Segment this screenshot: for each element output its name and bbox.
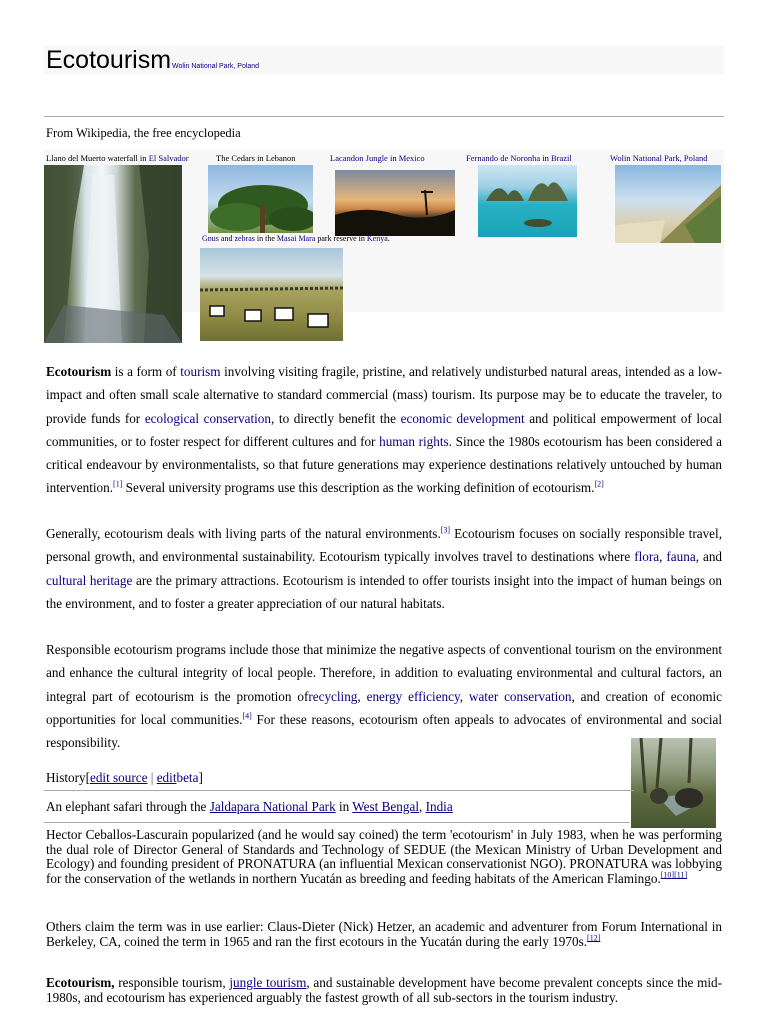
paragraph-general: Generally, ecotourism deals with living parts of the natural environments.[3] Ecotourism focuses on socially responsible travel, personal growth, and environmental sustainability. Ecotourism typically involves travel to destinations where flora, fauna, and cultural heritage are the primary attractions. Ecotourism is intended to offer tourists insight into the impact of human beings on the environment, and to foster a greater appreciation of our natural habitats. [46,525,723,611]
cedars-image[interactable] [208,165,313,233]
elephant-caption: An elephant safari through the Jaldapara National Park in West Bengal, India [46,799,453,814]
link-west-bengal[interactable]: West Bengal [352,799,419,814]
caption-noronha: Fernando de Noronha in Brazil [466,153,572,163]
link-mexico[interactable]: Mexico [398,153,425,163]
elephant-graphic [631,738,716,828]
cedars-graphic [208,165,313,233]
title-note[interactable]: Wolin National Park, Poland [172,63,260,70]
edit-link[interactable]: edit [156,770,177,785]
ref-4[interactable]: [4] [242,711,252,721]
tagline: From Wikipedia, the free encyclopedia [46,126,241,140]
caption-cedars: The Cedars in Lebanon [216,153,296,163]
caption-divider [44,822,630,823]
link-fernando-de-noronha[interactable]: Fernando de Noronha [466,153,541,163]
ref-2[interactable]: [2] [594,480,604,490]
link-jungle-tourism[interactable]: jungle tourism [229,975,307,990]
link-jaldapara[interactable]: Jaldapara National Park [209,799,336,814]
ref-12[interactable]: [12] [587,933,601,943]
link-fauna[interactable]: fauna [666,549,696,565]
link-human-rights[interactable]: human rights [379,433,449,449]
waterfall-graphic [44,165,182,343]
waterfall-image[interactable] [44,165,182,343]
history-divider [44,790,634,791]
link-tourism[interactable]: tourism [180,364,221,379]
lacandon-graphic [335,170,455,236]
ref-1[interactable]: [1] [113,480,123,490]
link-el-salvador[interactable]: El Salvador [148,153,189,163]
wolin-image[interactable] [615,165,721,243]
lacandon-image[interactable] [335,170,455,236]
link-cultural-heritage[interactable]: cultural heritage [46,572,133,588]
link-lacandon-jungle[interactable]: Lacandon Jungle [330,153,388,163]
ref-10-11[interactable]: [10][11] [660,870,688,880]
link-zebras[interactable]: zebras [234,234,255,243]
link-india[interactable]: India [425,799,453,814]
caption-wolin[interactable]: Wolin National Park, Poland [610,153,708,163]
paragraph-ceballos: Hector Ceballos-Lascurain popularized (and he would say coined) the term 'ecotourism' in July 1983, when he was performing the dual role of Director General of Standards and Technology of SEDUE (the Mexican Ministry of Urban Development and Ecology) and founding president of PRONATURA (an influential Mexican conservationist NGO). PRONATURA was lobbying for the conservation of the wetlands in northern Yucatán as breeding and feeding habitats of the American Flamingo.[10][11] [46,827,722,886]
noronha-graphic [478,165,577,237]
beta-link[interactable]: beta [176,770,199,785]
link-economic-development[interactable]: economic development [400,410,525,426]
history-heading: History[edit source | editbeta] [46,770,203,785]
page-title: EcotourismWolin National Park, Poland [46,46,260,74]
zebras-graphic [200,248,343,341]
link-gnus[interactable]: Gnus [202,234,219,243]
edit-source-link[interactable]: edit source [89,770,148,785]
link-ecological-conservation[interactable]: ecological conservation [144,410,271,426]
title-bar [44,46,724,74]
wolin-graphic [615,165,721,243]
title-divider [44,116,724,117]
paragraph-growth: Ecotourism, responsible tourism, jungle tourism, and sustainable development have become prevalent concepts since the mid-1980s, and ecotourism has experienced arguably the fastest growth of all sub-sectors in the tourism industry. [46,975,722,1005]
caption-waterfall: Llano del Muerto waterfall in El Salvador [46,153,189,163]
caption-gnus: Gnus and zebras in the Masai Mara park reserve in Kenya. [202,234,390,243]
elephant-image[interactable] [631,738,716,828]
ref-3[interactable]: [3] [440,525,451,535]
paragraph-responsible: Responsible ecotourism programs include those that minimize the negative aspects of conventional tourism on the environment and enhance the cultural integrity of local people. Therefore, in addition to evaluating environmental and cultural factors, an integral part of ecotourism is the promotion ofrecycling, energy efficiency, water conservation, and creation of economic opportunities for local communities.[4] For these reasons, ecotourism often appeals to advocates of environmental and social responsibility. [46,642,723,751]
link-water-conservation[interactable]: water conservation [468,688,572,704]
link-kenya[interactable]: Kenya [366,234,388,243]
link-energy-efficiency[interactable]: energy efficiency [366,688,460,704]
link-brazil[interactable]: Brazil [551,153,572,163]
link-masai-mara[interactable]: Masai Mara [276,234,316,243]
caption-lacandon: Lacandon Jungle in Mexico [330,153,425,163]
noronha-image[interactable] [478,165,577,237]
link-flora[interactable]: flora [634,549,660,565]
paragraph-intro: Ecotourism is a form of tourism involving visiting fragile, pristine, and relatively undisturbed natural areas, intended as a low-impact and often small scale alternative to standard commercial (mass) tourism. Its purpose may be to educate the traveler, to provide funds for ecological conservation, to directly benefit the economic development and political empowerment of local communities, or to foster respect for different cultures and for human rights. Since the 1980s ecotourism has been considered a critical endeavour by environmentalists, so that future generations may experience destinations relatively untouched by human intervention.[1] Several university programs use this description as the working definition of ecotourism.[2] [46,364,723,496]
zebras-image[interactable] [200,248,343,341]
link-recycling[interactable]: recycling [308,688,358,704]
paragraph-hetzer: Others claim the term was in use earlier: Claus-Dieter (Nick) Hetzer, an academic and adventurer from Forum International in Berkeley, CA, coined the term in 1965 and ran the first ecotours in the Yucatán during the early 1970s.[12] [46,919,722,949]
